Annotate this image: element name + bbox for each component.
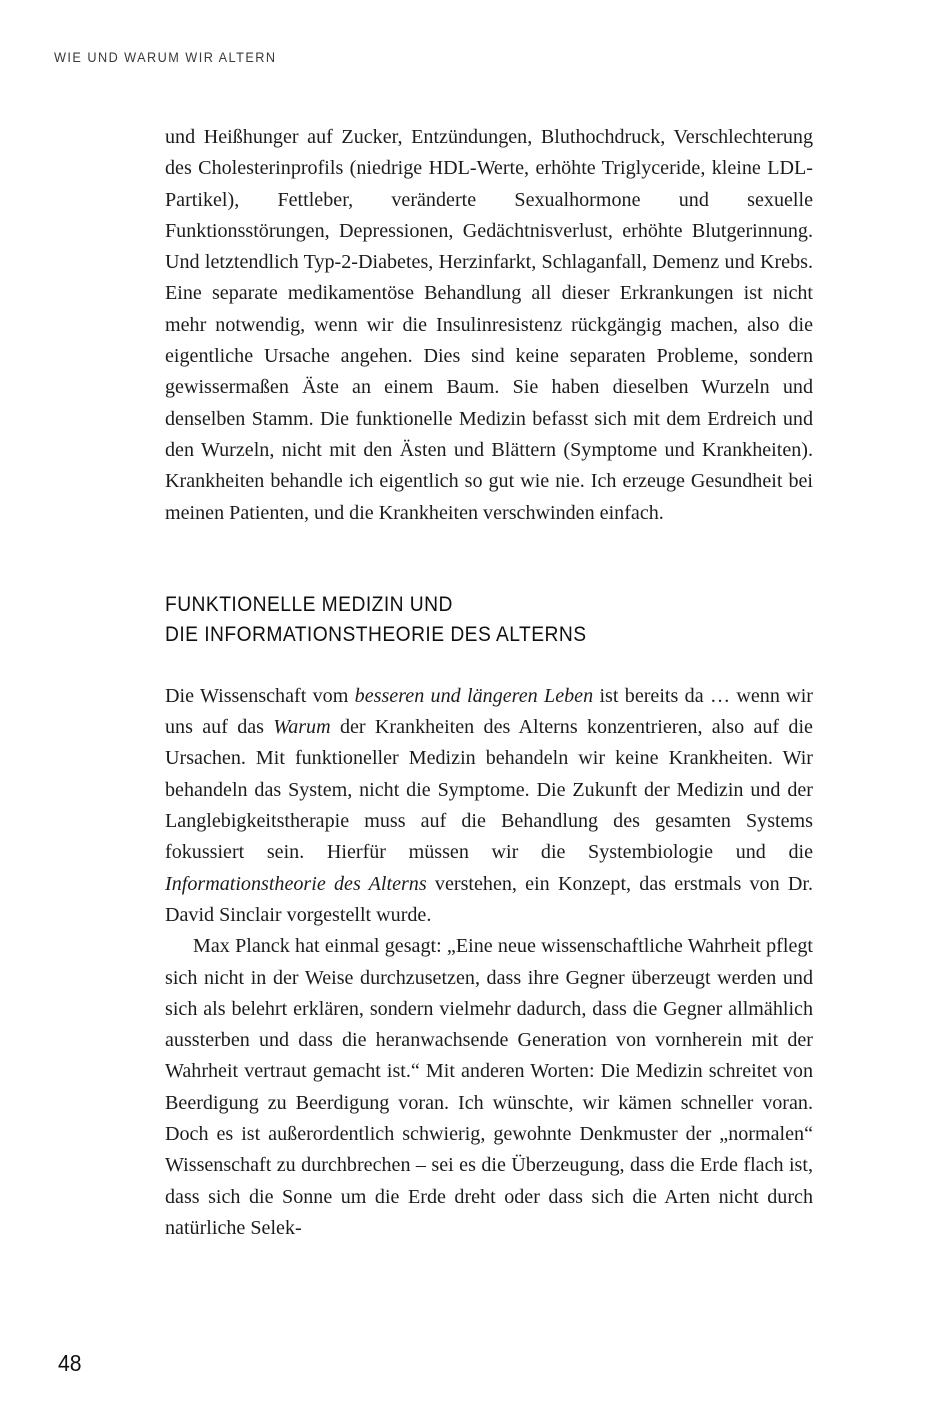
page-number: 48 — [58, 1350, 82, 1376]
section-heading-block — [165, 589, 813, 649]
text-run: Die Wissenschaft vom — [165, 684, 355, 707]
running-head: WIE UND WARUM WIR ALTERN — [54, 50, 277, 65]
text-column — [165, 122, 813, 1244]
italic-besseren-laengeren-leben: besseren und längeren Leben — [354, 684, 594, 707]
paragraph-insulin-resistance: und Heißhunger auf Zucker, Entzündungen, Bluthochdruck, Verschlechterung des Cholesterinprofils (niedrige HDL-Werte, erhöhte Triglyceride, kleine LDL-Partikel), Fettleber, veränderte Sexualhormone und sexuelle Funktionsstörungen, Depressionen, Gedächtnisverlust, erhöhte Blutgerinnung. Und letztendlich Typ-2-Diabetes, Herzinfarkt, Schlaganfall, Demenz und Krebs. Eine separate medikamentöse Behandlung all dieser Erkrankungen ist nicht mehr notwendig, wenn wir die Insulinresistenz rückgängig machen, also die eigentliche Ursache angehen. Dies sind keine separaten Probleme, sondern gewissermaßen Äste an einem Baum. Sie haben dieselben Wurzeln und denselben Stamm. Die funktionelle Medizin befasst sich mit dem Erdreich und den Wurzeln, nicht mit den Ästen und Blättern (Symptome und Krankheiten). Krankheiten behandle ich eigentlich so gut wie nie. Ich erzeuge Gesundheit bei meinen Patienten, und die Krankheiten verschwinden einfach. — [165, 126, 813, 524]
text-run: der Krankheiten des Alterns konzentrieren, also auf die Ursachen. Mit funktioneller Medizin behandeln wir keine Krankheiten. Wir behandeln das System, nicht die Symptome. Die Zukunft der Medizin und der Langlebigkeitstherapie muss auf die Behandlung des gesamten Systems fokussiert sein. Hierfür müssen wir die Systembiologie und die — [165, 716, 813, 864]
paragraph-max-planck-quote: Max Planck hat einmal gesagt: „Eine neue wissenschaftliche Wahrheit pflegt sich nicht in der Weise durchzusetzen, dass ihre Gegner überzeugt werden und sich als belehrt erklären, sondern vielmehr dadurch, dass die Gegner allmählich aussterben und dass die heranwachsende Generation von vornherein mit der Wahrheit vertraut gemacht ist.“ Mit anderen Worten: Die Medizin schreitet von Beerdigung zu Beerdigung voran. Ich wünschte, wir kämen schneller voran. Doch es ist außerordentlich schwierig, gewohnte Denkmuster der „normalen“ Wissenschaft zu durchbrechen – sei es die Überzeugung, dass die Erde flach ist, dass sich die Sonne um die Erde dreht oder dass sich die Arten nicht durch natürliche Selek- — [165, 935, 813, 1239]
italic-informationstheorie-des-alterns: Informationstheorie des Alterns — [165, 872, 427, 895]
paragraph-functional-medicine — [165, 681, 813, 931]
text-run: ist bereits da … wenn wir uns auf das — [165, 684, 813, 739]
text-run: verstehen, ein Konzept, das erstmals von Dr. David Sinclair vorgestellt wurde. — [165, 872, 813, 926]
section-heading-line-2: DIE INFORMATIONSTHEORIE DES ALTERNS — [165, 621, 587, 646]
italic-warum: Warum — [273, 716, 331, 739]
section-heading-line-1: FUNKTIONELLE MEDIZIN UND — [165, 591, 453, 616]
